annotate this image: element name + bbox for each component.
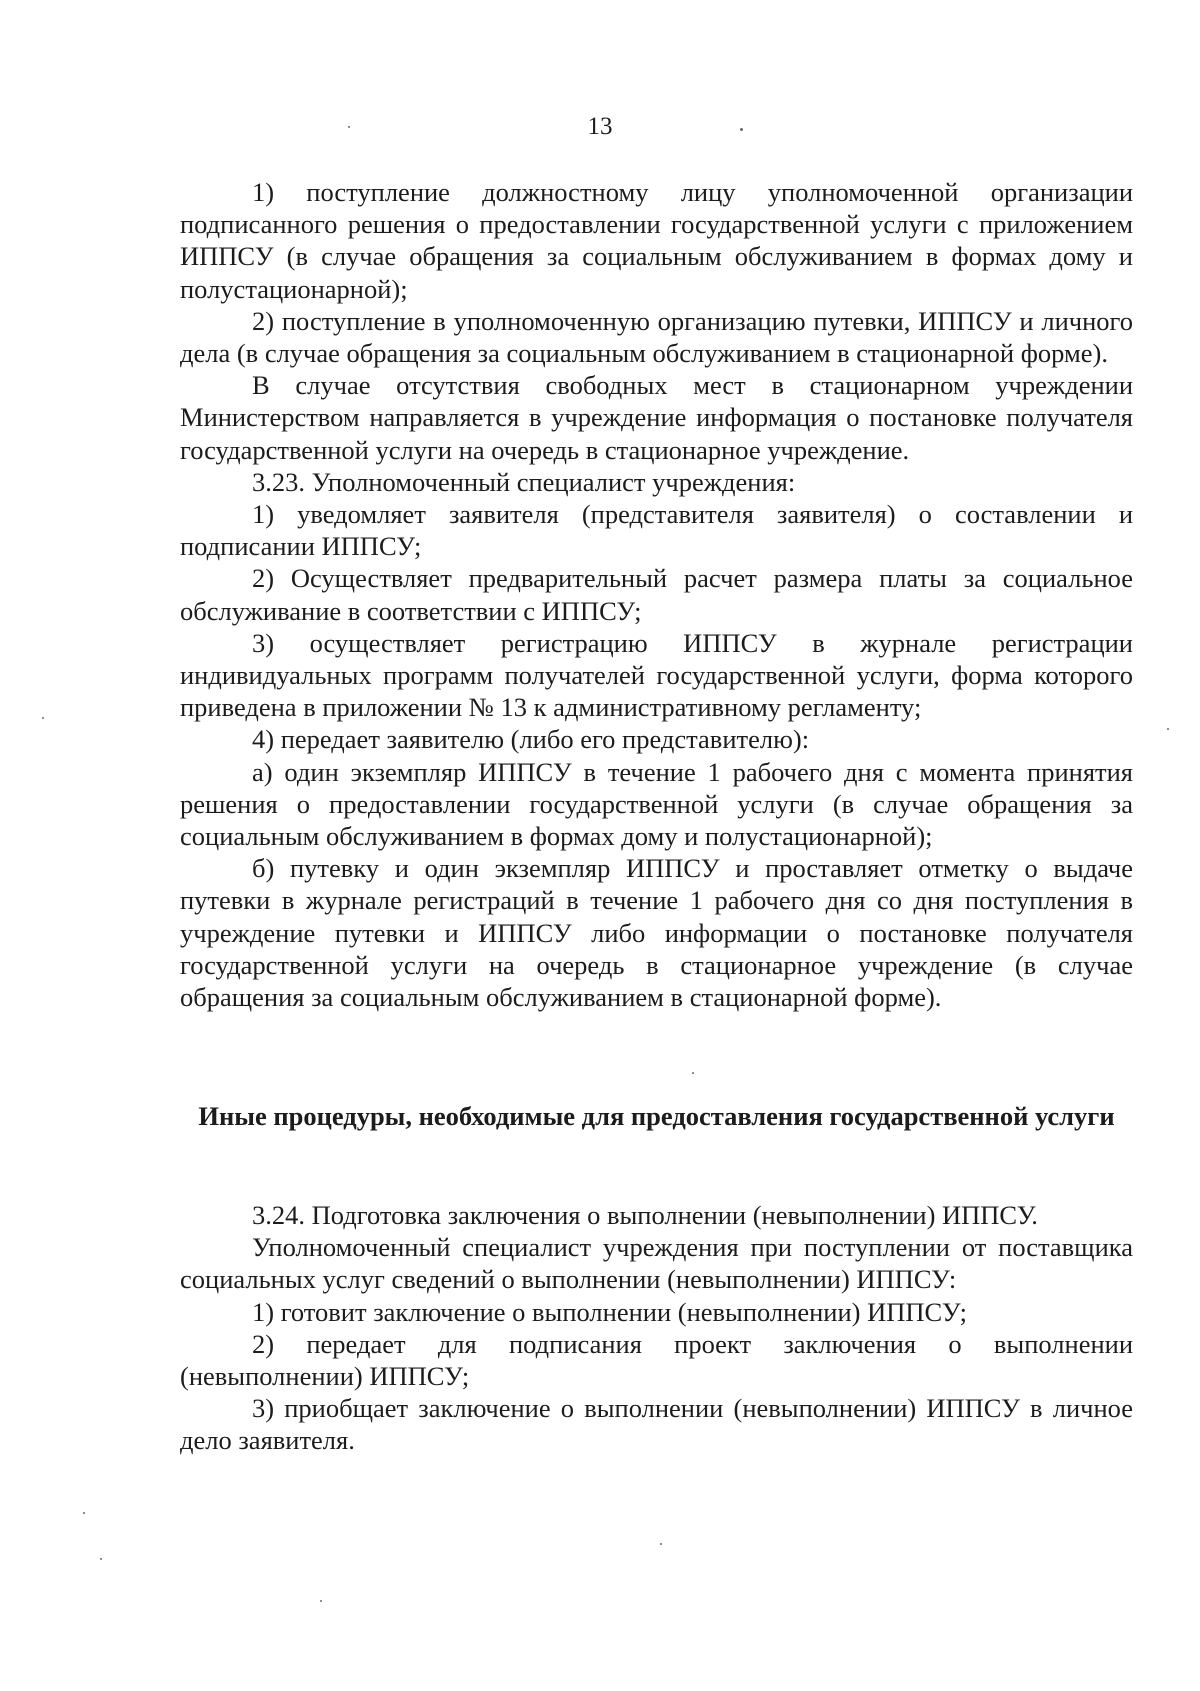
- paragraph-3-23-4: 4) передает заявителю (либо его представителю):: [252, 724, 810, 755]
- page-number: 13: [587, 113, 613, 140]
- scan-speck: [740, 128, 743, 131]
- scan-speck: [348, 126, 350, 128]
- scan-speck: [1167, 728, 1169, 730]
- paragraph-1-2: 2) поступление в уполномоченную организацию путевки, ИППСУ и личного дела (в случае обращения за социальным обслуживанием в стационарной форме).: [180, 305, 1133, 369]
- scan-speck: [660, 1543, 662, 1545]
- paragraph-3-24-2: 2) передает для подписания проект заключения о выполнении (невыполнении) ИППСУ;: [180, 1328, 1133, 1392]
- section-heading: Иные процедуры, необходимые для предоставления государственной услуги: [198, 1101, 1115, 1131]
- paragraph-3-23-2: 2) Осуществляет предварительный расчет размера платы за социальное обслуживание в соответствии с ИППСУ;: [180, 563, 1133, 626]
- paragraph-3-23-4-b: б) путевку и один экземпляр ИППСУ и проставляет отметку о выдаче путевки в журнале регистраций в течение 1 рабочего дня со дня поступления в учреждение путевки и ИППСУ либо информации о постановке получателя государственной услуги на очередь в стационарное учреждение (в случае обращения за социальным обслуживанием в стационарной форме).: [180, 853, 1133, 1013]
- paragraph-no-vacancy: В случае отсутствия свободных мест в стационарном учреждении Министерством направляется в учреждение информация о постановке получателя государственной услуги на очередь в стационарное учреждение.: [180, 370, 1133, 465]
- body-text-top: [180, 176, 1133, 1013]
- paragraph-3-24-3: 3) приобщает заключение о выполнении (невыполнении) ИППСУ в личное дело заявителя.: [180, 1393, 1133, 1456]
- paragraph-1-1: 1) поступление должностному лицу уполномоченной организации подписанного решения о предоставлении государственной услуги с приложением ИППСУ (в случае обращения за социальным обслуживанием в формах дому и полустационарной);: [180, 177, 1133, 304]
- scan-speck: [42, 717, 44, 719]
- paragraph-3-23: 3.23. Уполномоченный специалист учреждения:: [252, 466, 796, 497]
- paragraph-3-24-intro: Уполномоченный специалист учреждения при поступлении от поставщика социальных услуг сведений о выполнении (невыполнении) ИППСУ:: [180, 1232, 1133, 1295]
- paragraph-3-23-3: 3) осуществляет регистрацию ИППСУ в журнале регистрации индивидуальных программ получателей государственной услуги, форма которого приведена в приложении № 13 к административному регламенту;: [180, 627, 1133, 723]
- paragraph-3-23-4-a: а) один экземпляр ИППСУ в течение 1 рабочего дня с момента принятия решения о предоставлении государственной услуги (в случае обращения за социальным обслуживанием в формах дому и полустационарной);: [180, 756, 1133, 852]
- paragraph-3-24-1: 1) готовит заключение о выполнении (невыполнении) ИППСУ;: [252, 1296, 967, 1327]
- body-text-bottom: [180, 1199, 1133, 1457]
- scan-speck: [100, 1558, 102, 1560]
- paragraph-3-23-1: 1) уведомляет заявителя (представителя заявителя) о составлении и подписании ИППСУ;: [180, 499, 1133, 562]
- scan-speck: [83, 1512, 85, 1514]
- scan-speck: [692, 1072, 694, 1074]
- paragraph-3-24: 3.24. Подготовка заключения о выполнении (невыполнении) ИППСУ.: [252, 1200, 1038, 1230]
- scan-speck: [320, 1600, 322, 1602]
